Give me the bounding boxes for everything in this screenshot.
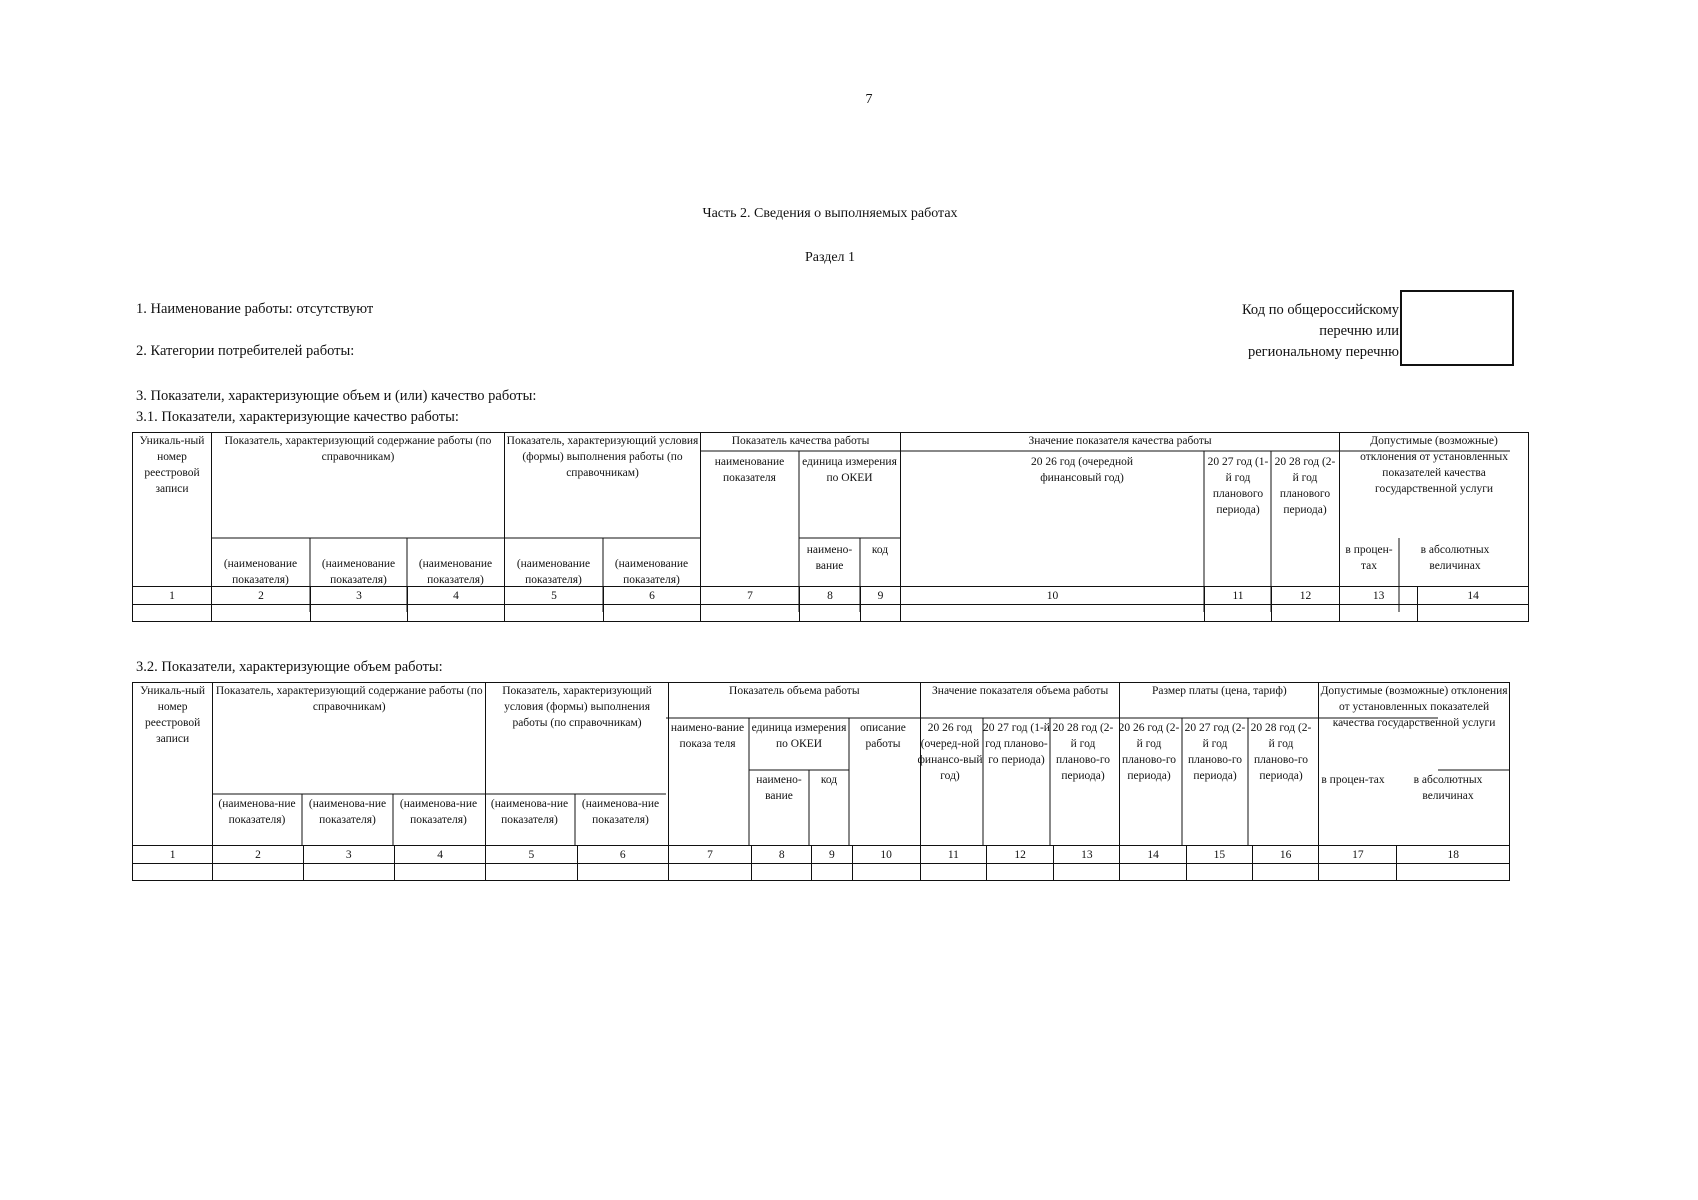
registry-code-label [1242,300,1399,363]
q-empty-row [133,605,1529,622]
v-h-unit-name: наимено-вание [756,774,802,802]
q-h-sub-3: (наименование показателя) [418,558,493,586]
q-cell[interactable] [800,605,861,622]
q-cell[interactable] [505,605,604,622]
quality-table [132,432,1529,622]
v-h-sub-2: (наименова-ние показателя) [308,798,387,826]
page-number: 7 [865,92,873,107]
q-h-dev: Допустимые (возможные) отклонения от установленных показателей качества государственной услуги [1340,433,1529,587]
q-num-11: 11 [1205,587,1272,605]
section-title: Раздел 1 [804,250,856,265]
v-h-value: Значение показателя объема работы [920,683,1120,846]
work-name-line: 1. Наименование работы: отсутствуют [136,301,374,317]
q-h-year-1: 20 26 год (очередной финансовый год) [1030,456,1134,484]
q-num-3: 3 [311,587,408,605]
v-cell[interactable] [986,864,1053,881]
v-cell[interactable] [1397,864,1510,881]
v-h-fee-3: 20 28 год (2-й год планово-го периода) [1250,722,1312,782]
v-h-registry: Уникаль-ный номер реестровой записи [133,683,213,846]
registry-code-box[interactable] [1400,290,1514,366]
v-h-sub-1: (наименова-ние показателя) [218,798,296,826]
q-h-unit-code: код [871,544,889,556]
v-num-2: 2 [213,846,303,864]
v-h-unit: единица измерения по ОКЕИ [751,722,847,750]
q-h-conditions: Показатель, характеризующий условия (формы) выполнения работы (по справочникам) [505,433,701,587]
v-num-8: 8 [752,846,812,864]
q-num-4: 4 [408,587,505,605]
v-h-dev: Допустимые (возможные) отклонения от установленных показателей качества государственной услуги [1319,683,1510,846]
q-num-12: 12 [1272,587,1340,605]
v-h-sub-3: (наименова-ние показателя) [399,798,478,826]
v-num-11: 11 [920,846,986,864]
q-h-sub-2: (наименование показателя) [321,558,396,586]
v-cell[interactable] [394,864,485,881]
v-cell[interactable] [812,864,852,881]
v-cell[interactable] [213,864,303,881]
v-cell[interactable] [486,864,577,881]
v-num-6: 6 [577,846,668,864]
v-h-content: Показатель, характеризующий содержание работы (по справочникам) [213,683,486,846]
quality-heading: 3.1. Показатели, характеризующие качество работы: [136,409,459,425]
q-cell[interactable] [1205,605,1272,622]
q-cell[interactable] [701,605,800,622]
consumers-line: 2. Категории потребителей работы: [136,343,355,359]
q-h-sub-4: (наименование показателя) [516,558,591,586]
v-num-17: 17 [1319,846,1397,864]
q-cell[interactable] [1340,605,1418,622]
q-num-10: 10 [901,587,1205,605]
v-cell[interactable] [852,864,920,881]
q-num-2: 2 [212,587,311,605]
part-title: Часть 2. Сведения о выполняемых работах [702,206,958,221]
q-h-quality-ind: Показатель качества работы [701,433,901,587]
v-num-13: 13 [1054,846,1120,864]
q-cell[interactable] [212,605,311,622]
q-h-dev-abs: в абсолютных величинах [1420,544,1490,572]
v-num-18: 18 [1397,846,1510,864]
q-h-unit: единица измерения по ОКЕИ [802,456,897,484]
q-h-registry: Уникаль-ный номер реестровой записи [133,433,212,587]
q-cell[interactable] [604,605,701,622]
v-cell[interactable] [1319,864,1397,881]
q-num-14: 14 [1418,587,1529,605]
v-cell[interactable] [668,864,751,881]
v-num-1: 1 [133,846,213,864]
v-num-15: 15 [1186,846,1252,864]
q-cell[interactable] [408,605,505,622]
v-h-dev-pct: в процен-тах [1321,774,1385,786]
q-h-sub-5: (наименование показателя) [614,558,689,586]
q-num-5: 5 [505,587,604,605]
q-h-year-2: 20 27 год (1-й год планового периода) [1207,456,1269,516]
v-cell[interactable] [1186,864,1252,881]
v-h-fee-1: 20 26 год (2-й год планово-го периода) [1118,722,1180,782]
v-num-16: 16 [1252,846,1318,864]
v-h-dev-abs: в абсолютных величинах [1413,774,1483,802]
v-cell[interactable] [1252,864,1318,881]
v-h-fee-2: 20 27 год (2-й год планово-го периода) [1184,722,1246,782]
volume-table [132,682,1510,881]
q-cell[interactable] [1272,605,1340,622]
code-label-line-3: региональному перечню [1247,344,1399,360]
q-num-6: 6 [604,587,701,605]
v-h-unit-code: код [820,774,838,786]
q-h-sub-1: (наименование показателя) [223,558,298,586]
q-cell[interactable] [311,605,408,622]
v-cell[interactable] [1054,864,1120,881]
v-h-desc: описание работы [860,722,906,750]
v-empty-row [133,864,1510,881]
q-num-13: 13 [1340,587,1418,605]
q-cell[interactable] [133,605,212,622]
v-h-sub-4: (наименова-ние показателя) [490,798,569,826]
v-num-9: 9 [812,846,852,864]
v-num-3: 3 [303,846,394,864]
q-h-ind-name: наименование показателя [714,456,785,484]
q-cell[interactable] [1418,605,1529,622]
v-h-year-3: 20 28 год (2-й год планово-го периода) [1052,722,1114,782]
q-num-8: 8 [800,587,861,605]
q-h-value: Значение показателя качества работы [901,433,1340,587]
v-h-fee: Размер платы (цена, тариф) [1120,683,1319,846]
q-cell[interactable] [901,605,1205,622]
q-h-unit-name: наимено-вание [806,544,853,572]
q-num-9: 9 [861,587,901,605]
v-num-4: 4 [394,846,485,864]
v-h-year-1: 20 26 год (очеред-ной финансо-вый год) [917,722,983,782]
v-cell[interactable] [920,864,986,881]
q-h-dev-pct: в процен-тах [1345,544,1393,572]
q-cell[interactable] [861,605,901,622]
v-cell[interactable] [752,864,812,881]
volume-heading: 3.2. Показатели, характеризующие объем работы: [136,659,443,675]
q-num-1: 1 [133,587,212,605]
q-h-content: Показатель, характеризующий содержание работы (по справочникам) [212,433,505,587]
indicators-heading: 3. Показатели, характеризующие объем и (или) качество работы: [136,388,537,404]
code-label-line-2: перечню или [1319,323,1399,339]
v-h-volume-ind: Показатель объема работы [668,683,920,846]
v-num-5: 5 [486,846,577,864]
q-num-7: 7 [701,587,800,605]
v-cell[interactable] [1120,864,1186,881]
v-h-ind-name: наимено-вание показа теля [670,722,745,750]
code-label-line-1: Код по общероссийскому [1241,302,1399,318]
q-h-year-3: 20 28 год (2-й год планового периода) [1274,456,1336,516]
v-num-7: 7 [668,846,751,864]
v-h-sub-5: (наименова-ние показателя) [581,798,660,826]
v-cell[interactable] [133,864,213,881]
v-num-14: 14 [1120,846,1186,864]
v-num-12: 12 [986,846,1053,864]
v-num-10: 10 [852,846,920,864]
v-h-year-2: 20 27 год (1-й год планово-го периода) [983,722,1050,766]
v-cell[interactable] [303,864,394,881]
v-cell[interactable] [577,864,668,881]
v-h-conditions: Показатель, характеризующий условия (формы) выполнения работы (по справочникам) [486,683,669,846]
